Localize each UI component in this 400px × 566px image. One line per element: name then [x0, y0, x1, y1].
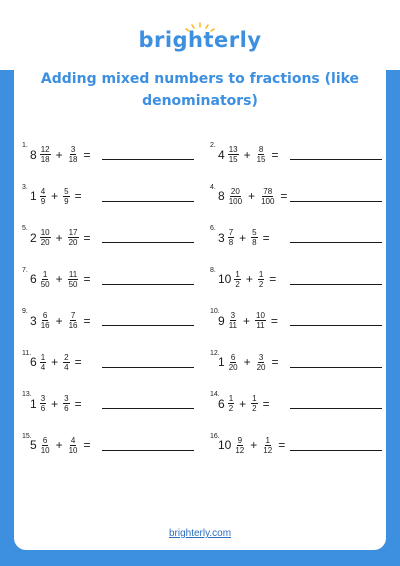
answer-blank[interactable]: [102, 284, 194, 285]
fraction-2: [262, 436, 273, 455]
whole-number: 6: [30, 272, 37, 286]
denominator: 11: [256, 321, 265, 330]
problem-item: [22, 433, 198, 463]
plus-sign: +: [239, 396, 247, 411]
plus-sign: +: [250, 438, 258, 452]
problem-item: [210, 184, 386, 214]
numerator: 17: [68, 228, 78, 237]
denominator: 12: [235, 445, 245, 455]
problem-number: 1.: [22, 142, 28, 149]
denominator: 11: [228, 321, 237, 330]
numerator: 2: [64, 352, 69, 362]
problem-item: [210, 433, 386, 463]
whole-number: 8: [218, 189, 225, 203]
numerator: 1: [235, 269, 240, 279]
fraction-2: [251, 394, 257, 413]
denominator: 10: [68, 445, 78, 455]
whole-number: 1: [30, 396, 37, 411]
equals-sign: =: [83, 272, 91, 286]
problem-expression: [218, 228, 274, 247]
numerator: 13: [228, 145, 238, 154]
plus-sign: +: [245, 272, 253, 286]
problem-expression: [218, 145, 283, 164]
denominator: 6: [40, 404, 46, 413]
problem-expression: [30, 145, 95, 164]
whole-number: 4: [218, 147, 225, 162]
numerator: 3: [258, 352, 264, 362]
problem-item: [210, 225, 386, 255]
numerator: 8: [258, 145, 264, 154]
numerator: 11: [68, 269, 78, 279]
fraction-2: [256, 353, 267, 372]
problem-item: [210, 391, 386, 421]
whole-number: 10: [218, 272, 232, 286]
answer-blank[interactable]: [102, 367, 194, 368]
equals-sign: =: [74, 189, 82, 203]
problem-expression: [30, 436, 95, 455]
problem-number: 11.: [22, 349, 32, 357]
equals-sign: =: [83, 147, 91, 162]
whole-number: 3: [30, 313, 37, 328]
fraction-2: [63, 353, 69, 372]
denominator: 16: [68, 321, 78, 330]
problem-number: 13.: [22, 391, 32, 398]
denominator: 50: [40, 279, 50, 289]
numerator: 6: [42, 435, 48, 445]
plus-sign: +: [51, 189, 59, 203]
problem-number: 12.: [210, 349, 220, 357]
denominator: 2: [258, 279, 264, 289]
denominator: 15: [256, 155, 266, 164]
fraction-1: [40, 270, 51, 289]
problem-item: [22, 350, 198, 380]
whole-number: 9: [218, 313, 225, 328]
plus-sign: +: [51, 355, 59, 369]
problem-expression: [218, 353, 283, 372]
fraction-2: [68, 270, 79, 289]
problem-expression: [30, 187, 86, 206]
fraction-1: [228, 228, 234, 247]
denominator: 18: [40, 155, 50, 164]
fraction-2: [256, 145, 267, 164]
fraction-1: [228, 353, 239, 372]
problem-expression: [30, 353, 86, 372]
problem-number: 3.: [22, 183, 28, 191]
fraction-1: [40, 436, 51, 455]
answer-blank[interactable]: [102, 450, 194, 451]
denominator: 6: [64, 404, 69, 413]
denominator: 15: [228, 155, 238, 164]
fraction-1: [228, 145, 239, 164]
plus-sign: +: [51, 396, 59, 411]
equals-sign: =: [83, 438, 91, 452]
whole-number: 1: [30, 189, 37, 203]
fraction-2: [255, 311, 266, 330]
fraction-1: [40, 145, 51, 164]
fraction-1: [234, 436, 245, 455]
fraction-1: [40, 228, 51, 247]
problem-number: 4.: [210, 183, 216, 191]
answer-blank[interactable]: [290, 201, 382, 202]
denominator: 50: [68, 279, 78, 289]
fraction-1: [40, 187, 46, 206]
numerator: 1: [228, 394, 234, 403]
plus-sign: +: [55, 230, 63, 245]
equals-sign: =: [271, 147, 279, 162]
plus-sign: +: [243, 355, 251, 369]
problem-number: 8.: [210, 266, 216, 274]
answer-blank[interactable]: [102, 408, 194, 409]
answer-blank[interactable]: [290, 408, 382, 409]
numerator: 1: [42, 269, 48, 279]
equals-sign: =: [74, 355, 82, 369]
numerator: 1: [258, 269, 264, 279]
plus-sign: +: [55, 313, 63, 328]
denominator: 100: [228, 196, 243, 206]
denominator: 4: [64, 362, 69, 372]
answer-blank[interactable]: [102, 242, 194, 243]
numerator: 20: [230, 186, 240, 196]
problem-item: [210, 308, 386, 338]
plus-sign: +: [55, 438, 63, 452]
problem-item: [210, 350, 386, 380]
plus-sign: +: [248, 189, 256, 203]
problem-item: [22, 308, 198, 338]
numerator: 78: [263, 186, 273, 196]
problem-expression: [30, 394, 86, 413]
numerator: 3: [70, 145, 76, 154]
fraction-1: [234, 270, 240, 289]
problem-expression: [218, 270, 280, 289]
answer-blank[interactable]: [102, 159, 194, 160]
denominator: 9: [64, 196, 69, 206]
equals-sign: =: [280, 189, 288, 203]
problem-number: 2.: [210, 142, 216, 149]
answer-blank[interactable]: [290, 367, 382, 368]
problem-number: 15.: [22, 432, 32, 440]
problem-number: 5.: [22, 225, 28, 232]
fraction-1: [228, 394, 234, 413]
numerator: 4: [70, 435, 76, 445]
plus-sign: +: [239, 230, 247, 245]
numerator: 3: [64, 394, 69, 403]
denominator: 20: [228, 362, 238, 372]
problem-item: [22, 225, 198, 255]
equals-sign: =: [271, 355, 279, 369]
equals-sign: =: [269, 272, 277, 286]
equals-sign: =: [83, 230, 91, 245]
numerator: 12: [40, 145, 50, 154]
fraction-2: [260, 187, 275, 206]
numerator: 10: [256, 311, 265, 320]
equals-sign: =: [262, 396, 270, 411]
problem-item: [210, 142, 386, 172]
numerator: 7: [228, 228, 234, 237]
worksheet-sheet: [14, 16, 386, 550]
equals-sign: =: [83, 313, 91, 328]
problem-number: 14.: [210, 391, 220, 398]
answer-blank[interactable]: [290, 325, 382, 326]
numerator: 10: [40, 228, 50, 237]
problem-item: [22, 267, 198, 297]
denominator: 12: [263, 445, 273, 455]
equals-sign: =: [262, 230, 270, 245]
numerator: 6: [230, 352, 236, 362]
denominator: 2: [228, 404, 234, 413]
numerator: 1: [265, 435, 270, 445]
whole-number: 6: [30, 355, 37, 369]
numerator: 6: [42, 311, 48, 320]
problem-item: [22, 142, 198, 172]
problem-expression: [218, 436, 289, 455]
numerator: 3: [40, 394, 46, 403]
problem-expression: [218, 311, 282, 330]
denominator: 2: [252, 404, 257, 413]
numerator: 5: [64, 186, 69, 196]
answer-blank[interactable]: [290, 284, 382, 285]
denominator: 2: [235, 279, 240, 289]
numerator: 9: [237, 435, 243, 445]
fraction-2: [63, 187, 69, 206]
problem-number: 16.: [210, 432, 220, 440]
denominator: 20: [68, 238, 78, 247]
equals-sign: =: [74, 396, 82, 411]
plus-sign: +: [55, 272, 63, 286]
answer-blank[interactable]: [290, 242, 382, 243]
fraction-1: [40, 394, 46, 413]
problem-expression: [218, 394, 274, 413]
whole-number: 1: [218, 355, 225, 369]
whole-number: 6: [218, 396, 225, 411]
denominator: 8: [228, 238, 234, 247]
fraction-1: [228, 311, 238, 330]
fraction-2: [258, 270, 264, 289]
numerator: 1: [40, 352, 46, 362]
answer-blank[interactable]: [102, 201, 194, 202]
whole-number: 3: [218, 230, 225, 245]
denominator: 18: [68, 155, 78, 164]
worksheet-title: Adding mixed numbers to fractions (like denominators): [40, 71, 360, 109]
problem-number: 7.: [22, 266, 28, 274]
numerator: 3: [230, 311, 236, 320]
problem-expression: [30, 228, 95, 247]
answer-blank[interactable]: [102, 325, 194, 326]
denominator: 10: [40, 445, 50, 455]
problem-number: 6.: [210, 225, 216, 232]
footer-link[interactable]: brighterly.com: [168, 528, 232, 539]
denominator: 20: [40, 238, 50, 247]
problem-number: 9.: [22, 308, 28, 315]
whole-number: 5: [30, 438, 37, 452]
denominator: 16: [40, 321, 50, 330]
fraction-1: [40, 311, 51, 330]
whole-number: 2: [30, 230, 37, 245]
equals-sign: =: [270, 313, 278, 328]
brand-logo: brighterly: [138, 28, 262, 52]
fraction-2: [68, 436, 79, 455]
plus-sign: +: [243, 147, 251, 162]
problem-item: [22, 184, 198, 214]
denominator: 9: [40, 196, 46, 206]
denominator: 8: [252, 238, 257, 247]
whole-number: 10: [218, 438, 232, 452]
fraction-1: [228, 187, 243, 206]
problem-expression: [30, 311, 95, 330]
answer-blank[interactable]: [290, 450, 382, 451]
numerator: 1: [252, 394, 257, 403]
problem-expression: [218, 187, 291, 206]
fraction-2: [68, 228, 79, 247]
problem-expression: [30, 270, 95, 289]
fraction-2: [251, 228, 257, 247]
problem-item: [22, 391, 198, 421]
fraction-2: [63, 394, 69, 413]
whole-number: 8: [30, 147, 37, 162]
fraction-2: [68, 311, 79, 330]
fraction-2: [68, 145, 79, 164]
equals-sign: =: [278, 438, 286, 452]
denominator: 20: [256, 362, 266, 372]
problem-item: [210, 267, 386, 297]
fraction-1: [40, 353, 46, 372]
plus-sign: +: [243, 313, 251, 328]
numerator: 4: [40, 186, 46, 196]
numerator: 5: [252, 228, 257, 237]
problem-number: 10.: [210, 308, 220, 315]
denominator: 100: [261, 196, 275, 206]
plus-sign: +: [55, 147, 63, 162]
numerator: 7: [70, 311, 76, 320]
denominator: 4: [40, 362, 46, 372]
answer-blank[interactable]: [290, 159, 382, 160]
